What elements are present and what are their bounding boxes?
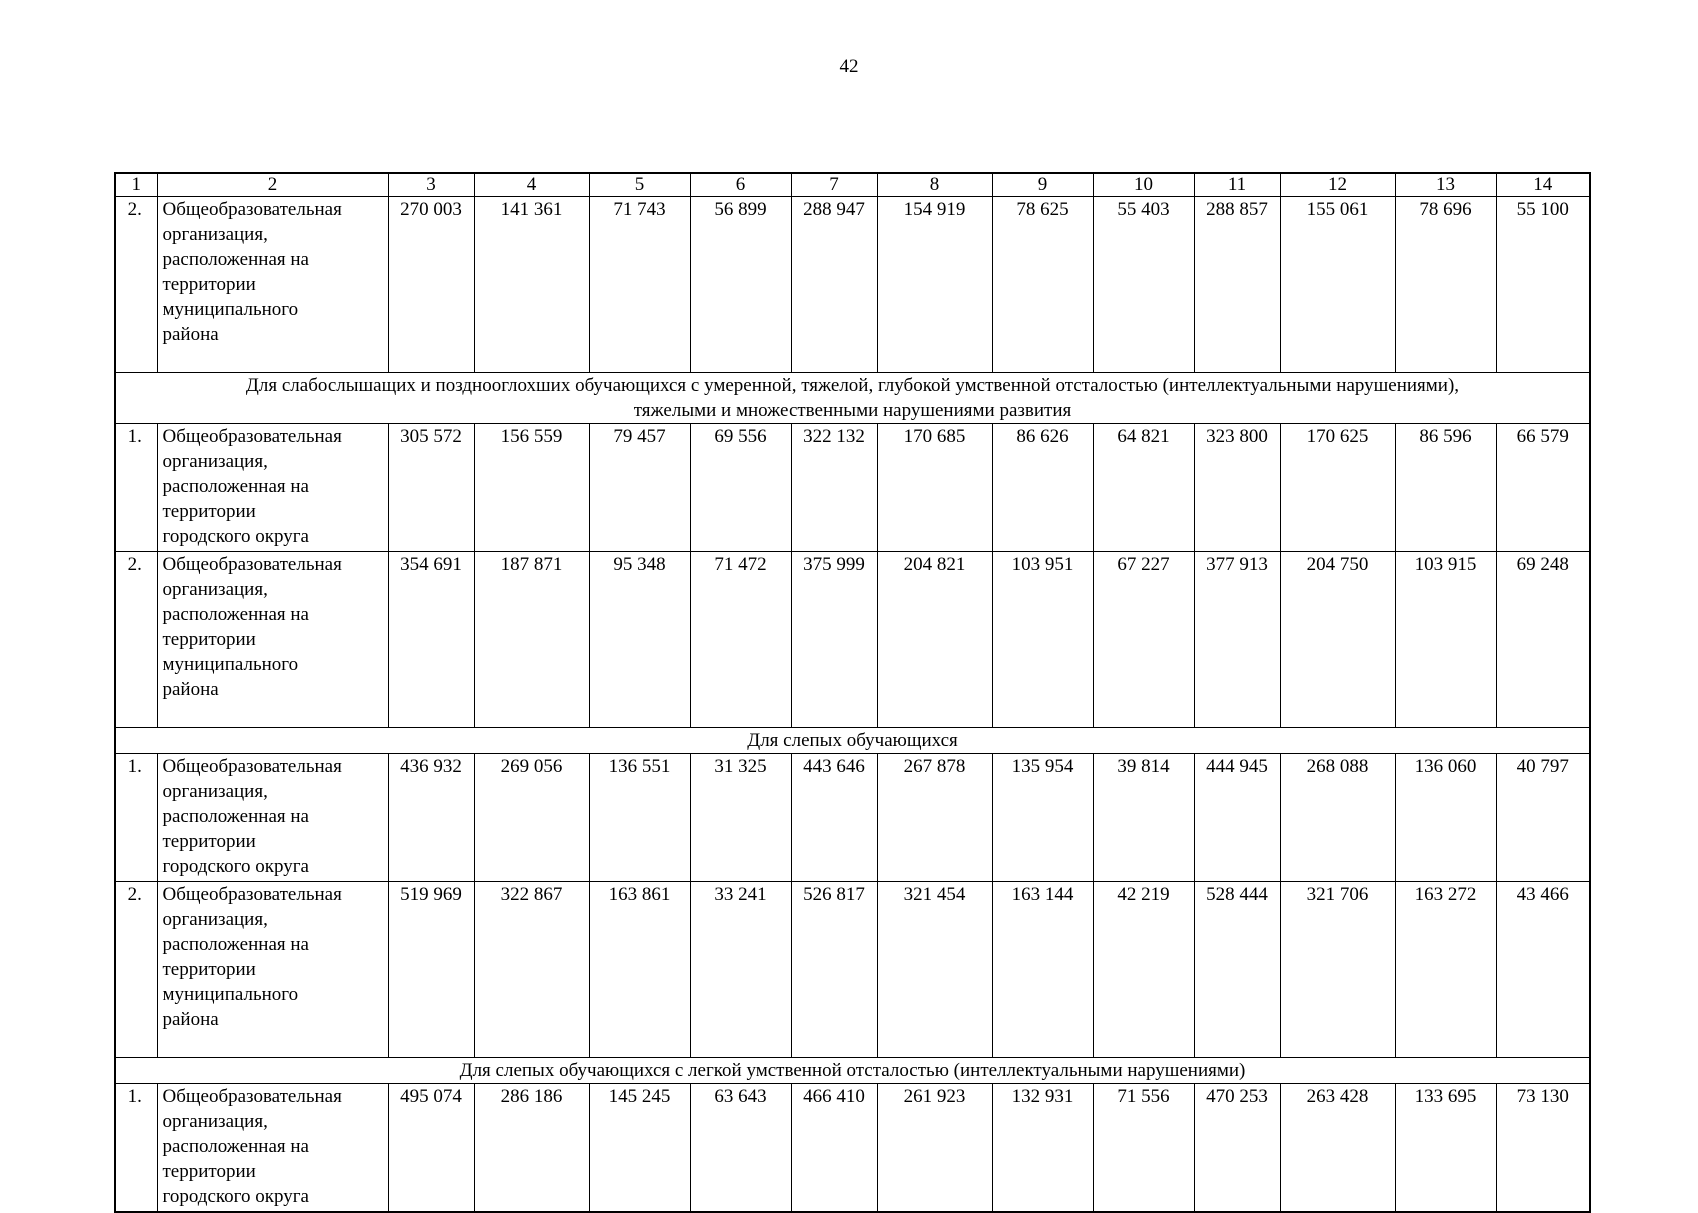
value-cell: 135 954	[992, 754, 1093, 882]
column-number-header: 12	[1280, 173, 1395, 197]
section-heading	[115, 373, 1590, 424]
value-cell: 103 951	[992, 552, 1093, 728]
organization-name-line: организация,	[162, 1111, 268, 1132]
organization-name-line: расположенная на	[162, 806, 309, 827]
value-cell: 163 272	[1395, 882, 1496, 1058]
value-cell: 71 472	[690, 552, 791, 728]
value-cell: 39 814	[1093, 754, 1194, 882]
table-row	[115, 754, 1590, 882]
organization-name-line: организация,	[162, 781, 268, 802]
row-number: 1.	[115, 424, 157, 552]
value-cell: 322 132	[791, 424, 877, 552]
value-cell: 443 646	[791, 754, 877, 882]
value-cell: 31 325	[690, 754, 791, 882]
row-number: 2.	[115, 882, 157, 1058]
value-cell: 155 061	[1280, 197, 1395, 373]
value-cell: 375 999	[791, 552, 877, 728]
section-heading	[115, 728, 1590, 754]
value-cell: 163 861	[589, 882, 690, 1058]
value-cell: 40 797	[1496, 754, 1590, 882]
value-cell: 86 626	[992, 424, 1093, 552]
value-cell: 33 241	[690, 882, 791, 1058]
table-row	[115, 424, 1590, 552]
value-cell: 132 931	[992, 1084, 1093, 1213]
value-cell: 288 947	[791, 197, 877, 373]
value-cell: 323 800	[1194, 424, 1280, 552]
value-cell: 163 144	[992, 882, 1093, 1058]
column-number-header: 2	[157, 173, 388, 197]
value-cell: 78 696	[1395, 197, 1496, 373]
value-cell: 321 454	[877, 882, 992, 1058]
column-number-header: 6	[690, 173, 791, 197]
value-cell: 55 403	[1093, 197, 1194, 373]
organization-name	[157, 424, 388, 552]
organization-name-line: городского округа	[162, 526, 309, 547]
column-number-header: 7	[791, 173, 877, 197]
column-number-header: 13	[1395, 173, 1496, 197]
column-number-header: 9	[992, 173, 1093, 197]
data-table	[114, 172, 1591, 1213]
section-heading-line: тяжелыми и множественными нарушениями развития	[633, 400, 1072, 421]
organization-name-line: расположенная на	[162, 476, 309, 497]
section-heading	[115, 1058, 1590, 1084]
value-cell: 55 100	[1496, 197, 1590, 373]
organization-name-line: Общеобразовательная	[162, 884, 342, 905]
value-cell: 78 625	[992, 197, 1093, 373]
organization-name-line: городского округа	[162, 856, 309, 877]
organization-name-line: территории	[162, 501, 256, 522]
column-number-header: 4	[474, 173, 589, 197]
value-cell: 436 932	[388, 754, 474, 882]
value-cell: 69 248	[1496, 552, 1590, 728]
column-number-header: 3	[388, 173, 474, 197]
organization-name-line: территории	[162, 629, 256, 650]
column-number-header: 1	[115, 173, 157, 197]
value-cell: 288 857	[1194, 197, 1280, 373]
column-number-header: 10	[1093, 173, 1194, 197]
organization-name-line: организация,	[162, 909, 268, 930]
table-row	[115, 197, 1590, 373]
value-cell: 170 625	[1280, 424, 1395, 552]
value-cell: 66 579	[1496, 424, 1590, 552]
column-number-header: 11	[1194, 173, 1280, 197]
value-cell: 69 556	[690, 424, 791, 552]
value-cell: 103 915	[1395, 552, 1496, 728]
organization-name	[157, 552, 388, 728]
organization-name-line: расположенная на	[162, 604, 309, 625]
value-cell: 354 691	[388, 552, 474, 728]
organization-name-line: организация,	[162, 579, 268, 600]
value-cell: 64 821	[1093, 424, 1194, 552]
value-cell: 187 871	[474, 552, 589, 728]
value-cell: 79 457	[589, 424, 690, 552]
column-number-header: 5	[589, 173, 690, 197]
organization-name-line: расположенная на	[162, 1136, 309, 1157]
value-cell: 42 219	[1093, 882, 1194, 1058]
value-cell: 528 444	[1194, 882, 1280, 1058]
table-row	[115, 552, 1590, 728]
row-number: 1.	[115, 754, 157, 882]
value-cell: 519 969	[388, 882, 474, 1058]
value-cell: 43 466	[1496, 882, 1590, 1058]
table-row	[115, 882, 1590, 1058]
section-heading-line: Для слепых обучающихся	[747, 730, 958, 751]
value-cell: 495 074	[388, 1084, 474, 1213]
organization-name-line: муниципального	[162, 299, 299, 320]
organization-name-line: муниципального	[162, 984, 299, 1005]
value-cell: 170 685	[877, 424, 992, 552]
value-cell: 377 913	[1194, 552, 1280, 728]
organization-name-line: муниципального	[162, 654, 299, 675]
row-number: 2.	[115, 552, 157, 728]
value-cell: 270 003	[388, 197, 474, 373]
value-cell: 136 060	[1395, 754, 1496, 882]
organization-name-line: территории	[162, 831, 256, 852]
value-cell: 263 428	[1280, 1084, 1395, 1213]
organization-name-line: Общеобразовательная	[162, 756, 342, 777]
organization-name	[157, 197, 388, 373]
organization-name-line: расположенная на	[162, 934, 309, 955]
value-cell: 71 556	[1093, 1084, 1194, 1213]
value-cell: 470 253	[1194, 1084, 1280, 1213]
value-cell: 95 348	[589, 552, 690, 728]
value-cell: 267 878	[877, 754, 992, 882]
section-heading-line: Для слепых обучающихся с легкой умственной отсталостью (интеллектуальными нарушениями)	[459, 1060, 1246, 1081]
value-cell: 133 695	[1395, 1084, 1496, 1213]
organization-name-line: района	[162, 1009, 219, 1030]
value-cell: 466 410	[791, 1084, 877, 1213]
value-cell: 141 361	[474, 197, 589, 373]
value-cell: 305 572	[388, 424, 474, 552]
column-number-header: 14	[1496, 173, 1590, 197]
organization-name-line: территории	[162, 1161, 256, 1182]
row-number: 1.	[115, 1084, 157, 1213]
value-cell: 321 706	[1280, 882, 1395, 1058]
header-row	[115, 173, 1590, 197]
value-cell: 156 559	[474, 424, 589, 552]
value-cell: 204 750	[1280, 552, 1395, 728]
value-cell: 73 130	[1496, 1084, 1590, 1213]
table-row	[115, 1084, 1590, 1213]
organization-name-line: Общеобразовательная	[162, 1086, 342, 1107]
page-number: 42	[839, 56, 859, 77]
value-cell: 154 919	[877, 197, 992, 373]
organization-name-line: городского округа	[162, 1186, 309, 1207]
organization-name-line: организация,	[162, 451, 268, 472]
value-cell: 145 245	[589, 1084, 690, 1213]
value-cell: 136 551	[589, 754, 690, 882]
value-cell: 204 821	[877, 552, 992, 728]
value-cell: 63 643	[690, 1084, 791, 1213]
organization-name-line: территории	[162, 274, 256, 295]
value-cell: 261 923	[877, 1084, 992, 1213]
column-number-header: 8	[877, 173, 992, 197]
value-cell: 67 227	[1093, 552, 1194, 728]
value-cell: 86 596	[1395, 424, 1496, 552]
organization-name-line: Общеобразовательная	[162, 199, 342, 220]
organization-name	[157, 1084, 388, 1213]
value-cell: 322 867	[474, 882, 589, 1058]
value-cell: 268 088	[1280, 754, 1395, 882]
organization-name-line: организация,	[162, 224, 268, 245]
organization-name-line: расположенная на	[162, 249, 309, 270]
organization-name	[157, 754, 388, 882]
organization-name-line: района	[162, 324, 219, 345]
organization-name-line: территории	[162, 959, 256, 980]
value-cell: 71 743	[589, 197, 690, 373]
value-cell: 286 186	[474, 1084, 589, 1213]
organization-name	[157, 882, 388, 1058]
value-cell: 526 817	[791, 882, 877, 1058]
organization-name-line: Общеобразовательная	[162, 554, 342, 575]
section-heading-line: Для слабослышащих и позднооглохших обучающихся с умеренной, тяжелой, глубокой умственной отсталостью (интеллектуальными нарушениями),	[245, 375, 1460, 396]
value-cell: 56 899	[690, 197, 791, 373]
section-row	[115, 373, 1590, 424]
value-cell: 444 945	[1194, 754, 1280, 882]
row-number: 2.	[115, 197, 157, 373]
organization-name-line: района	[162, 679, 219, 700]
section-row	[115, 728, 1590, 754]
section-row	[115, 1058, 1590, 1084]
value-cell: 269 056	[474, 754, 589, 882]
organization-name-line: Общеобразовательная	[162, 426, 342, 447]
